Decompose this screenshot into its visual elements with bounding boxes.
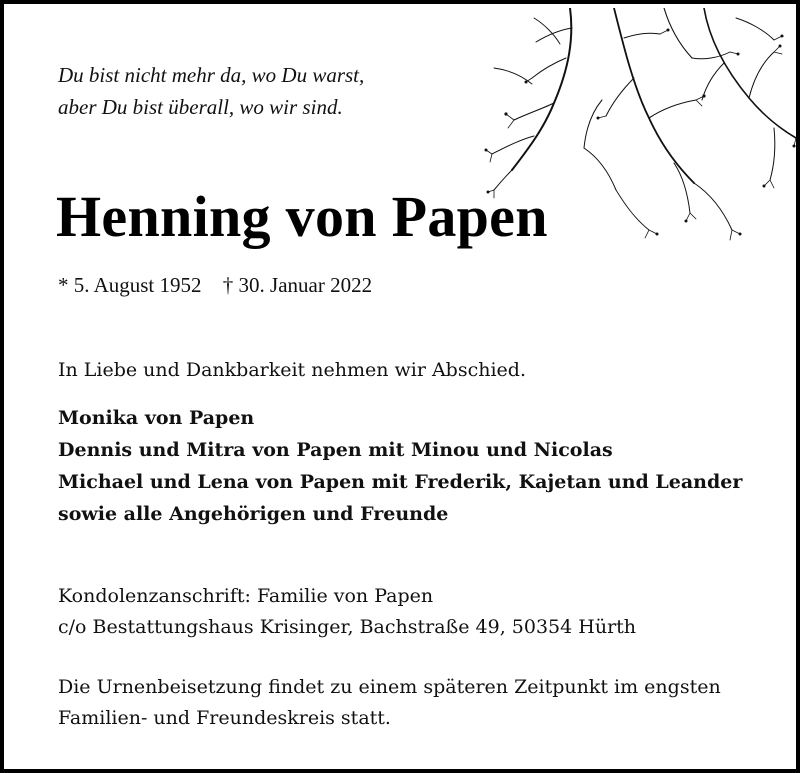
condolence-address xyxy=(58,581,636,643)
mourner-line: sowie alle Angehörigen und Freunde xyxy=(58,503,449,525)
burial-notice xyxy=(58,672,721,734)
address-line: c/o Bestattungshaus Krisinger, Bachstraße 49, 50354 Hürth xyxy=(58,616,637,638)
address-line: Kondolenzanschrift: Familie von Papen xyxy=(58,585,434,607)
burial-notice-line: Die Urnenbeisetzung findet zu einem späteren Zeitpunkt im engsten xyxy=(58,676,721,698)
mourner-line: Dennis und Mitra von Papen mit Minou und Nicolas xyxy=(58,439,613,461)
burial-notice-line: Familien- und Freundeskreis statt. xyxy=(58,707,391,729)
mourners-list xyxy=(58,402,742,530)
life-dates xyxy=(58,271,372,299)
quote-line: Du bist nicht mehr da, wo Du warst, xyxy=(58,63,365,87)
quote-line: aber Du bist überall, wo wir sind. xyxy=(58,95,343,119)
mourner-line: Michael und Lena von Papen mit Frederik, Kajetan und Leander xyxy=(58,471,743,493)
death-date: † 30. Januar 2022 xyxy=(222,273,373,297)
mourner-line: Monika von Papen xyxy=(58,407,255,429)
memorial-quote xyxy=(58,59,498,123)
deceased-name: Henning von Papen xyxy=(56,184,548,249)
birth-date: * 5. August 1952 xyxy=(58,273,202,297)
farewell-text: In Liebe und Dankbarkeit nehmen wir Abschied. xyxy=(58,359,526,381)
